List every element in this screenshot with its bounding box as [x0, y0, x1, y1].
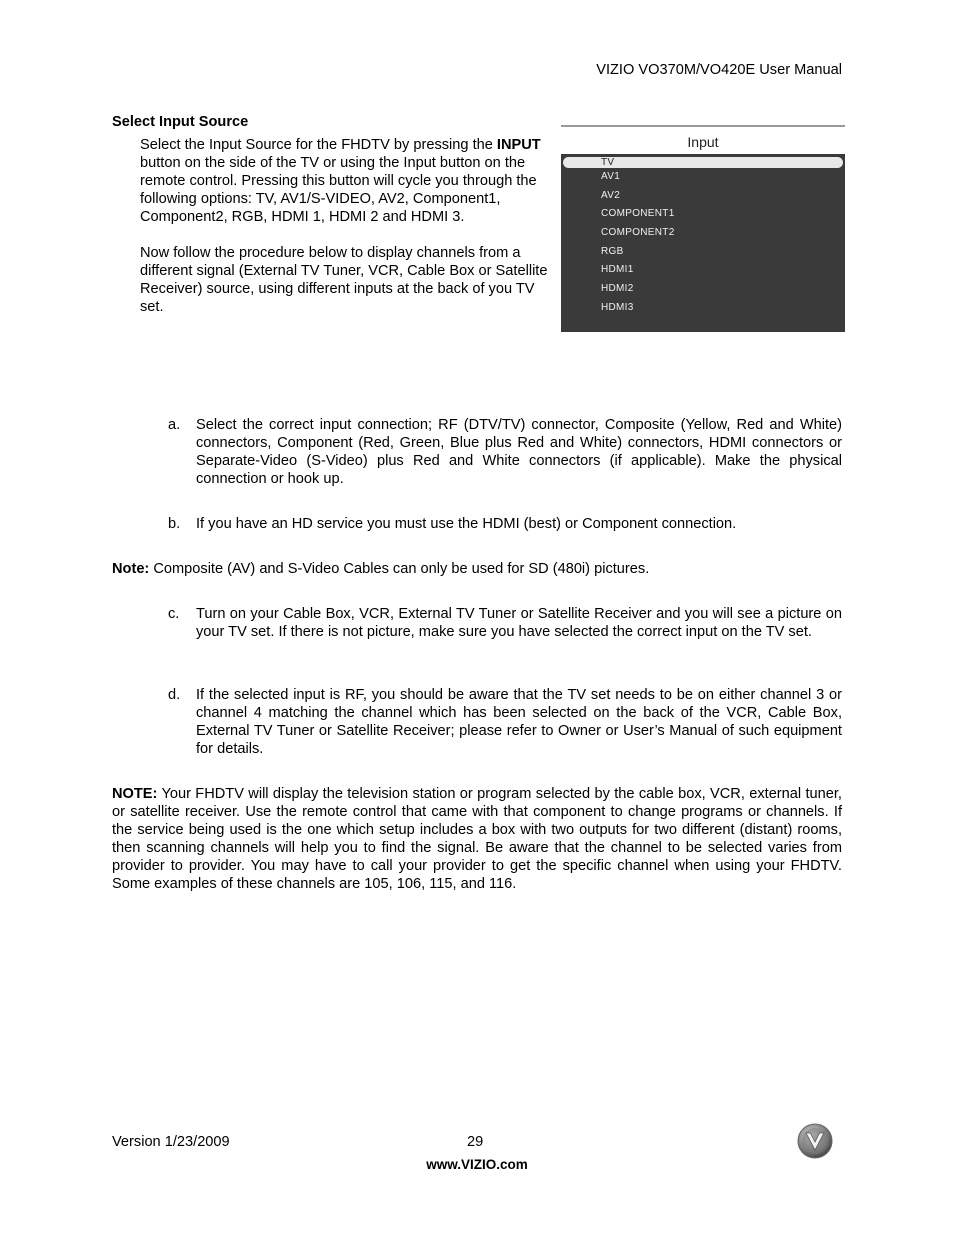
input-menu-item-rgb: RGB [601, 245, 624, 257]
input-menu-item-tv: TV [563, 157, 843, 168]
input-menu-item-av1: AV1 [601, 171, 621, 182]
input-menu-item-hdmi2: HDMI2 [601, 283, 634, 295]
input-menu-title: Input [561, 127, 845, 154]
intro-before-bold: Select the Input Source for the FHDTV by pressing the [140, 137, 497, 153]
input-menu-item-hdmi3: HDMI3 [601, 301, 634, 313]
step-marker: d. [168, 687, 181, 703]
step-text: If you have an HD service you must use the HDMI (best) or Component connection. [196, 516, 737, 532]
intro-paragraph [140, 136, 555, 226]
step-b [168, 515, 842, 533]
input-menu-item-hdmi1: HDMI1 [601, 264, 634, 276]
input-button-label: INPUT [496, 137, 541, 153]
note-sd-cables [112, 560, 842, 578]
note-text: Composite (AV) and S-Video Cables can only be used for SD (480i) pictures. [149, 561, 650, 577]
note-label: Note: [112, 561, 150, 577]
step-d [168, 686, 842, 758]
section-title: Select Input Source [112, 114, 249, 130]
step-marker: c. [168, 606, 180, 622]
step-text: If the selected input is RF, you should be aware that the TV set needs to be on either channel 3 or channel 4 matching the channel which has been selected on the back of the VCR, Cable Box, External TV Tuner or Satellite Receiver; please refer to Owner or User’s Manual of such equipment for details. [196, 687, 842, 757]
step-text: Turn on your Cable Box, VCR, External TV Tuner or Satellite Receiver and you will see a picture on your TV set. If there is not picture, make sure you have selected the correct input on the TV set. [196, 606, 842, 640]
manual-title: VIZIO VO370M/VO420E User Manual [596, 62, 842, 78]
step-text: Select the correct input connection; RF (DTV/TV) connector, Composite (Yellow, Red and White) connectors, Component (Red, Green, Blue plus Red and White) connectors, HDMI connectors or Separate-Video (S-Video) plus Red and White connectors (if applicable). Make the physical connection or hook up. [196, 417, 842, 487]
footer-version: Version 1/23/2009 [112, 1134, 230, 1150]
input-menu-item-component1: COMPONENT1 [601, 208, 675, 220]
step-marker: b. [168, 516, 181, 532]
step-marker: a. [168, 417, 181, 433]
intro-text [140, 136, 555, 316]
footer-website: www.VIZIO.com [426, 1157, 528, 1172]
input-menu-item-component2: COMPONENT2 [601, 227, 675, 239]
step-c [168, 605, 842, 641]
step-a [168, 416, 842, 488]
input-menu-screenshot [561, 125, 845, 332]
input-menu-list [561, 157, 845, 318]
page-number: 29 [467, 1134, 484, 1150]
note-text: Your FHDTV will display the television station or program selected by the cable box, VCR, external tuner, or satellite receiver. Use the remote control that came with that component to change programs or channels. If the service being used is the one which setup includes a box with two outputs for two different (distant) rooms, then scanning channels will help you to find the signal. Be aware that the channel to be selected varies from provider to provider. You may have to call your provider to get the specific channel when using your FHDTV. Some examples of these channels are 105, 106, 115, and 116. [112, 786, 842, 892]
note-channel-selection [112, 785, 842, 893]
vizio-logo-icon [796, 1122, 834, 1160]
procedure-intro: Now follow the procedure below to display channels from a different signal (External TV Tuner, VCR, Cable Box or Satellite Receiver) source, using different inputs at the back of you TV set. [140, 245, 548, 315]
intro-after-bold: button on the side of the TV or using the Input button on the remote control. Pressing this button will cycle you through the following options: TV, AV1/S-VIDEO, AV2, Component1, Component2, RGB, HDMI 1, HDMI 2 and HDMI 3. [140, 155, 537, 225]
input-menu-item-av2: AV2 [601, 189, 621, 201]
note-label: NOTE: [112, 786, 158, 802]
